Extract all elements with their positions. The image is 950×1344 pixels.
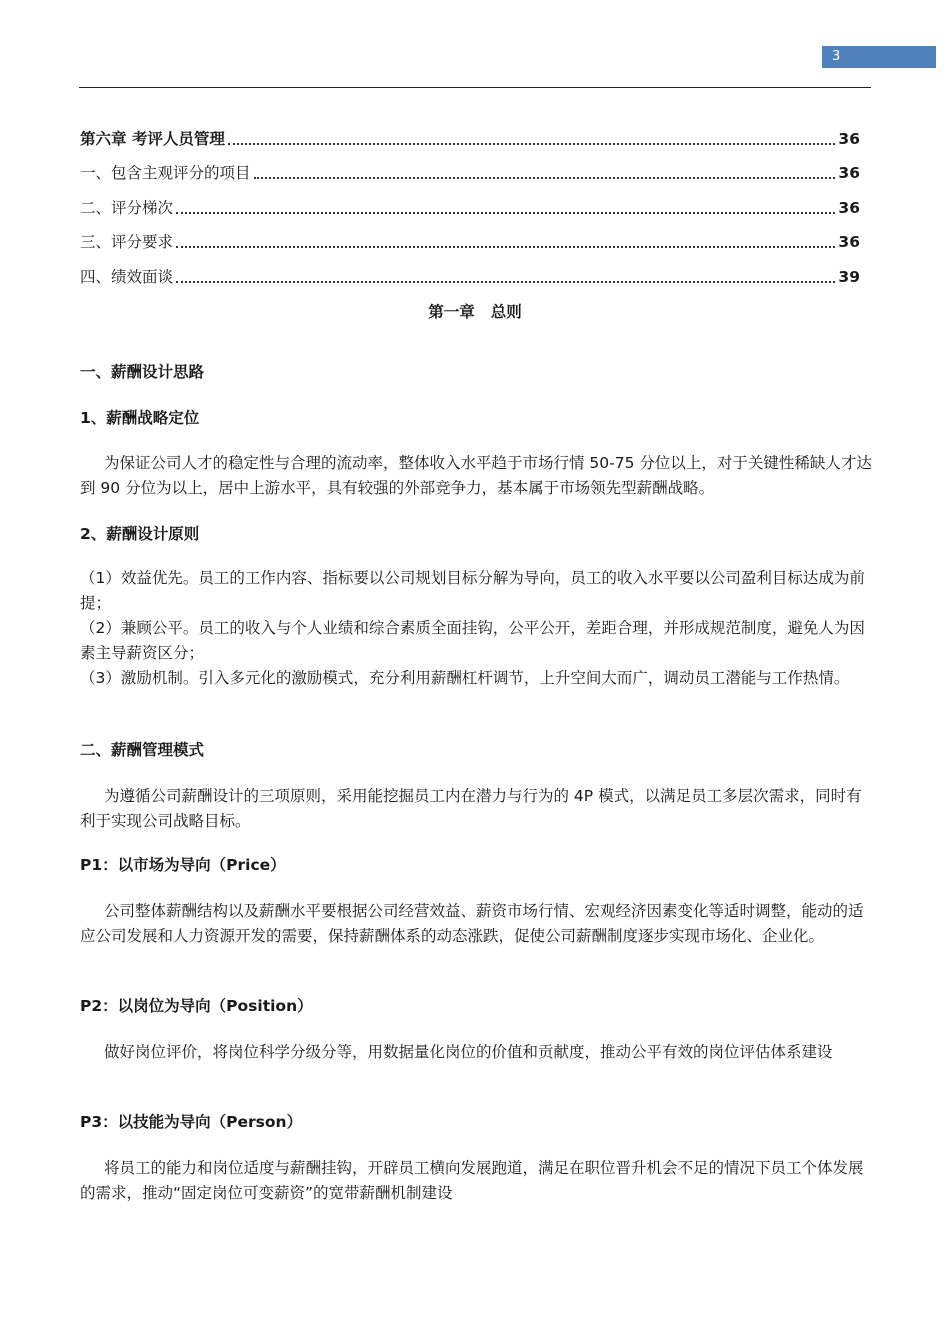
toc-leader xyxy=(176,246,835,248)
subsection-heading-strategy: 1、薪酬战略定位 xyxy=(80,409,200,427)
principle-item: （1）效益优先。员工的工作内容、指标要以公司规划目标分解为导向，员工的收入水平要以公司盈利目标达成为前提； xyxy=(80,569,865,612)
section-heading-2: 二、薪酬管理模式 xyxy=(80,741,205,759)
p2-paragraph: 做好岗位评价，将岗位科学分级分等，用数据量化岗位的价值和贡献度，推动公平有效的岗位评估体系建设 xyxy=(104,1043,833,1061)
toc-entry-page: 36 xyxy=(838,233,860,251)
chapter-number: 第一章 xyxy=(428,303,475,321)
toc-entry[interactable] xyxy=(80,220,860,255)
toc-leader xyxy=(228,143,836,145)
toc-entry-page: 36 xyxy=(838,164,860,182)
chapter-title xyxy=(0,300,950,324)
toc-leader xyxy=(176,281,835,283)
page-number: 3 xyxy=(822,46,936,68)
toc-entry-page: 39 xyxy=(838,267,860,286)
p2-heading: P2：以岗位为导向（Position） xyxy=(80,997,313,1015)
toc-leader xyxy=(176,212,835,214)
section-heading-1: 一、薪酬设计思路 xyxy=(80,363,205,381)
p1-paragraph: 公司整体薪酬结构以及薪酬水平要根据公司经营效益、薪资市场行情、宏观经济因素变化等适时调整，能动的适应公司发展和人力资源开发的需要，保持薪酬体系的动态涨跌，促使公司薪酬制度逐步实现市场化、企业化。 xyxy=(80,902,864,945)
toc-entry-title: 四、绩效面谈 xyxy=(80,267,174,286)
p1-heading: P1：以市场为导向（Price） xyxy=(80,856,286,874)
toc-entry-page: 36 xyxy=(838,129,860,148)
toc-entry-page: 36 xyxy=(838,198,860,217)
subsection-heading-principles: 2、薪酬设计原则 xyxy=(80,525,200,543)
paragraph-mode-intro: 为遵循公司薪酬设计的三项原则，采用能挖掘员工内在潜力与行为的 4P 模式，以满足员工多层次需求，同时有利于实现公司战略目标。 xyxy=(80,787,862,830)
p3-heading: P3：以技能为导向（Person） xyxy=(80,1113,303,1131)
header-rule xyxy=(79,87,871,88)
table-of-contents xyxy=(80,116,860,289)
toc-entry[interactable] xyxy=(80,116,860,151)
toc-entry-title: 二、评分梯次 xyxy=(80,198,174,217)
paragraph-strategy: 为保证公司人才的稳定性与合理的流动率，整体收入水平趋于市场行情 50-75 分位以上，对于关键性稀缺人才达到 90 分位为以上，居中上游水平，具有较强的外部竞争力，基本属于市场领先型薪酬战略。 xyxy=(80,454,872,497)
toc-entry-title: 三、评分要求 xyxy=(80,233,174,251)
toc-entry[interactable] xyxy=(80,254,860,289)
toc-entry-title: 第六章 考评人员管理 xyxy=(80,129,225,148)
toc-entry[interactable] xyxy=(80,185,860,220)
chapter-name: 总则 xyxy=(490,303,522,321)
p3-paragraph: 将员工的能力和岗位适度与薪酬挂钩，开辟员工横向发展跑道，满足在职位晋升机会不足的情况下员工个体发展的需求，推动“固定岗位可变薪资”的宽带薪酬机制建设 xyxy=(80,1159,864,1202)
toc-leader xyxy=(254,177,836,179)
principle-item: （2）兼顾公平。员工的收入与个人业绩和综合素质全面挂钩，公平公开，差距合理，并形成规范制度，避免人为因素主导薪资区分； xyxy=(80,619,865,662)
toc-entry-title: 一、包含主观评分的项目 xyxy=(80,164,251,182)
principle-item: （3）激励机制。引入多元化的激励模式，充分利用薪酬杠杆调节，上升空间大而广，调动员工潜能与工作热情。 xyxy=(80,669,850,687)
toc-entry[interactable] xyxy=(80,151,860,186)
